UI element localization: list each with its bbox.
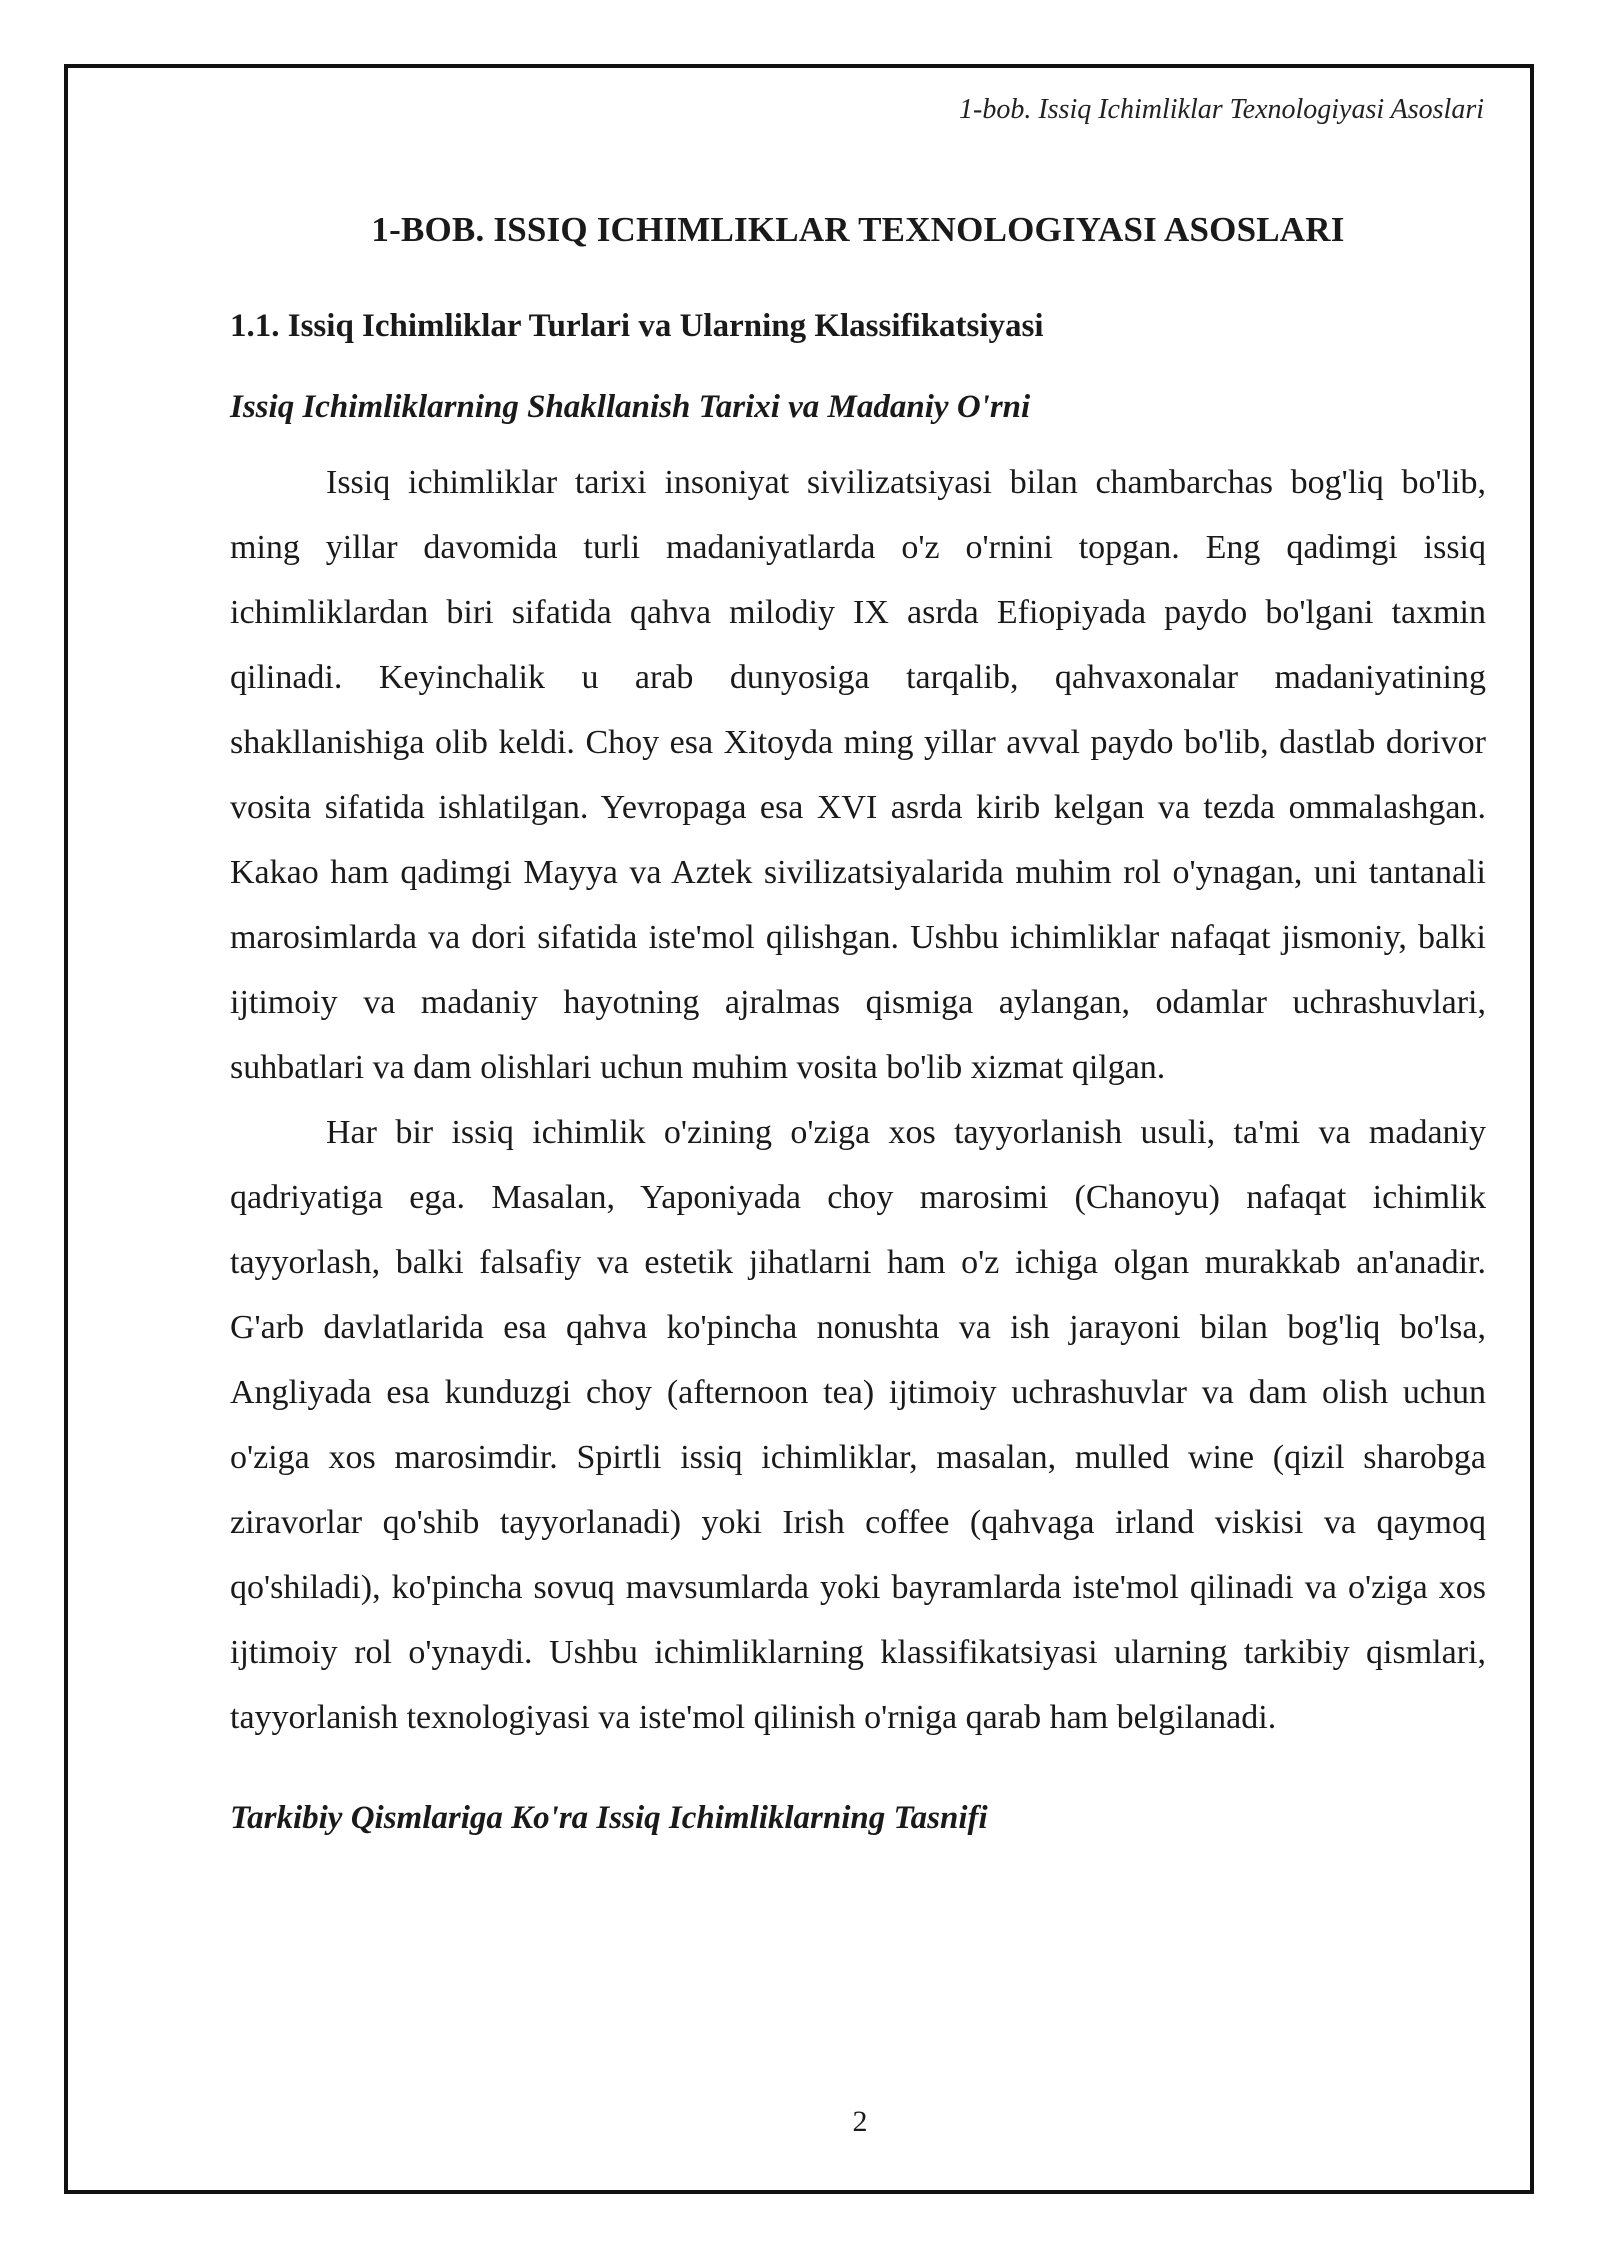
page-content	[230, 210, 1486, 1861]
body-paragraph-1: Issiq ichimliklar tarixi insoniyat sivilizatsiyasi bilan chambarchas bog'liq bo'lib, ming yillar davomida turli madaniyatlarda o'z o'rnini topgan. Eng qadimgi issiq ichimliklardan biri sifatida qahva milodiy IX asrda Efiopiyada paydo bo'lgani taxmin qilinadi. Keyinchalik u arab dunyosiga tarqalib, qahvaxonalar madaniyatining shakllanishiga olib keldi. Choy esa Xitoyda ming yillar avval paydo bo'lib, dastlab dorivor vosita sifatida ishlatilgan. Yevropaga esa XVI asrda kirib kelgan va tezda ommalashgan. Kakao ham qadimgi Mayya va Aztek sivilizatsiyalarida muhim rol o'ynagan, uni tantanali marosimlarda va dori sifatida iste'mol qilishgan. Ushbu ichimliklar nafaqat jismoniy, balki ijtimoiy va madaniy hayotning ajralmas qismiga aylangan, odamlar uchrashuvlari, suhbatlari va dam olishlari uchun muhim vosita bo'lib xizmat qilgan.	[230, 464, 1486, 1086]
page-number: 2	[852, 2105, 868, 2138]
chapter-title: 1-BOB. ISSIQ ICHIMLIKLAR TEXNOLOGIYASI ASOSLARI	[371, 210, 1345, 249]
subsection-title-classification: Tarkibiy Qismlariga Ko'ra Issiq Ichimliklarning Tasnifi	[230, 1800, 988, 1836]
body-paragraph-2: Har bir issiq ichimlik o'zining o'ziga xos tayyorlanish usuli, ta'mi va madaniy qadriyatiga ega. Masalan, Yaponiyada choy marosimi (Chanoyu) nafaqat ichimlik tayyorlash, balki falsafiy va estetik jihatlarni ham o'z ichiga olgan murakkab an'anadir. G'arb davlatlarida esa qahva ko'pincha nonushta va ish jarayoni bilan bog'liq bo'lsa, Angliyada esa kunduzgi choy (afternoon tea) ijtimoiy uchrashuvlar va dam olish uchun o'ziga xos marosimdir. Spirtli issiq ichimliklar, masalan, mulled wine (qizil sharobga ziravorlar qo'shib tayyorlanadi) yoki Irish coffee (qahvaga irland viskisi va qaymoq qo'shiladi), ko'pincha sovuq mavsumlarda yoki bayramlarda iste'mol qilinadi va o'ziga xos ijtimoiy rol o'ynaydi. Ushbu ichimliklarning klassifikatsiyasi ularning tarkibiy qismlari, tayyorlanish texnologiyasi va iste'mol qilinish o'rniga qarab ham belgilanadi.	[230, 1114, 1486, 1736]
running-header: 1-bob. Issiq Ichimliklar Texnologiyasi Asoslari	[959, 94, 1484, 125]
subsection-title-history: Issiq Ichimliklarning Shakllanish Tarixi va Madaniy O'rni	[230, 389, 1031, 425]
section-title: 1.1. Issiq Ichimliklar Turlari va Ularning Klassifikatsiyasi	[230, 308, 1044, 344]
